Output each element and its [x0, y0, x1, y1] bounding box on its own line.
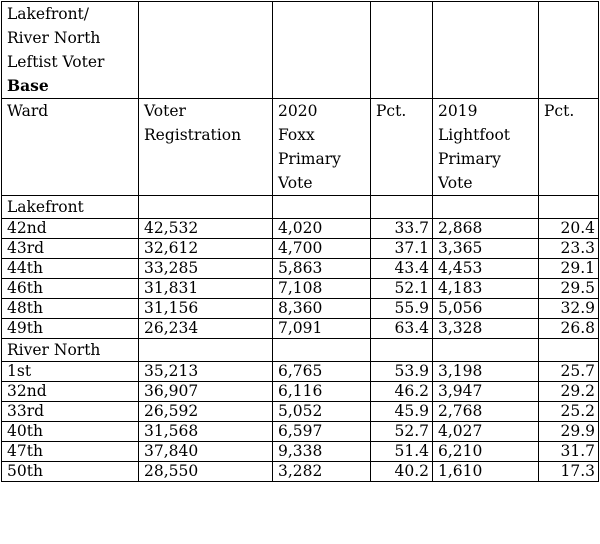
foxx-pct-cell: 45.9 — [371, 402, 433, 422]
empty-cell — [273, 339, 371, 362]
title-bold-text: Base — [7, 76, 49, 95]
registration-cell: 36,907 — [139, 382, 273, 402]
lightfoot-vote-cell: 3,198 — [433, 362, 539, 382]
foxx-pct-cell: 55.9 — [371, 299, 433, 319]
foxx-pct-cell: 52.1 — [371, 279, 433, 299]
table-row — [2, 259, 599, 279]
header-line: Registration — [144, 126, 242, 144]
foxx-vote-cell: 9,338 — [273, 442, 371, 462]
header-line: Vote — [438, 174, 473, 192]
empty-cell — [139, 196, 273, 219]
ward-cell: 32nd — [2, 382, 139, 402]
foxx-vote-cell: 4,020 — [273, 219, 371, 239]
lightfoot-pct-cell: 29.1 — [539, 259, 599, 279]
ward-cell: 1st — [2, 362, 139, 382]
foxx-vote-cell: 6,116 — [273, 382, 371, 402]
foxx-pct-cell: 46.2 — [371, 382, 433, 402]
registration-cell: 33,285 — [139, 259, 273, 279]
lightfoot-pct-cell: 17.3 — [539, 462, 599, 482]
header-lightfoot-vote — [433, 99, 539, 196]
registration-cell: 32,612 — [139, 239, 273, 259]
foxx-vote-cell: 3,282 — [273, 462, 371, 482]
registration-cell: 31,568 — [139, 422, 273, 442]
header-ward: Ward — [2, 99, 139, 196]
table-row — [2, 299, 599, 319]
header-foxx-pct: Pct. — [371, 99, 433, 196]
ward-cell: 33rd — [2, 402, 139, 422]
ward-cell: 49th — [2, 319, 139, 339]
lightfoot-pct-cell: 20.4 — [539, 219, 599, 239]
header-line: Foxx — [278, 126, 315, 144]
foxx-pct-cell: 40.2 — [371, 462, 433, 482]
table-row — [2, 382, 599, 402]
foxx-vote-cell: 6,597 — [273, 422, 371, 442]
table-row — [2, 462, 599, 482]
foxx-vote-cell: 7,091 — [273, 319, 371, 339]
ward-cell: 44th — [2, 259, 139, 279]
empty-cell — [371, 2, 433, 99]
ward-cell: 40th — [2, 422, 139, 442]
lightfoot-vote-cell: 4,453 — [433, 259, 539, 279]
ward-vote-table — [1, 1, 599, 482]
section-label: Lakefront — [2, 196, 139, 219]
foxx-vote-cell: 6,765 — [273, 362, 371, 382]
section-row — [2, 196, 599, 219]
header-line: 2020 — [278, 102, 318, 120]
title-line-bold — [7, 74, 135, 98]
table-row — [2, 362, 599, 382]
foxx-pct-cell: 33.7 — [371, 219, 433, 239]
empty-cell — [371, 196, 433, 219]
foxx-pct-cell: 37.1 — [371, 239, 433, 259]
foxx-vote-cell: 8,360 — [273, 299, 371, 319]
registration-cell: 26,592 — [139, 402, 273, 422]
lightfoot-vote-cell: 3,365 — [433, 239, 539, 259]
foxx-vote-cell: 5,863 — [273, 259, 371, 279]
lightfoot-vote-cell: 4,027 — [433, 422, 539, 442]
header-line: Lightfoot — [438, 126, 511, 144]
empty-cell — [539, 2, 599, 99]
lightfoot-vote-cell: 6,210 — [433, 442, 539, 462]
lightfoot-pct-cell: 29.2 — [539, 382, 599, 402]
empty-cell — [433, 339, 539, 362]
lightfoot-vote-cell: 4,183 — [433, 279, 539, 299]
header-row — [2, 99, 599, 196]
header-line: Vote — [278, 174, 313, 192]
section-label: River North — [2, 339, 139, 362]
foxx-vote-cell: 7,108 — [273, 279, 371, 299]
foxx-vote-cell: 5,052 — [273, 402, 371, 422]
header-line: Primary — [278, 150, 341, 168]
title-row — [2, 2, 599, 99]
table-row — [2, 319, 599, 339]
lightfoot-vote-cell: 2,868 — [433, 219, 539, 239]
lightfoot-pct-cell: 32.9 — [539, 299, 599, 319]
header-lightfoot-pct: Pct. — [539, 99, 599, 196]
empty-cell — [371, 339, 433, 362]
foxx-vote-cell: 4,700 — [273, 239, 371, 259]
lightfoot-pct-cell: 29.5 — [539, 279, 599, 299]
header-voter-registration — [139, 99, 273, 196]
foxx-pct-cell: 63.4 — [371, 319, 433, 339]
table-title — [2, 2, 139, 99]
table-row — [2, 442, 599, 462]
section-row — [2, 339, 599, 362]
empty-cell — [273, 2, 371, 99]
registration-cell: 42,532 — [139, 219, 273, 239]
empty-cell — [433, 2, 539, 99]
foxx-pct-cell: 43.4 — [371, 259, 433, 279]
empty-cell — [139, 2, 273, 99]
lightfoot-pct-cell: 23.3 — [539, 239, 599, 259]
lightfoot-vote-cell: 3,328 — [433, 319, 539, 339]
ward-cell: 50th — [2, 462, 139, 482]
title-line: River North — [7, 29, 101, 47]
lightfoot-pct-cell: 31.7 — [539, 442, 599, 462]
ward-cell: 42nd — [2, 219, 139, 239]
table-row — [2, 402, 599, 422]
header-line: Primary — [438, 150, 501, 168]
registration-cell: 28,550 — [139, 462, 273, 482]
table-row — [2, 422, 599, 442]
registration-cell: 31,831 — [139, 279, 273, 299]
title-line: Lakefront/ — [7, 5, 90, 23]
registration-cell: 26,234 — [139, 319, 273, 339]
lightfoot-pct-cell: 29.9 — [539, 422, 599, 442]
lightfoot-pct-cell: 26.8 — [539, 319, 599, 339]
table-row — [2, 279, 599, 299]
empty-cell — [539, 339, 599, 362]
empty-cell — [273, 196, 371, 219]
header-line: Voter — [144, 102, 186, 120]
ward-cell: 48th — [2, 299, 139, 319]
lightfoot-vote-cell: 3,947 — [433, 382, 539, 402]
ward-cell: 47th — [2, 442, 139, 462]
lightfoot-pct-cell: 25.2 — [539, 402, 599, 422]
foxx-pct-cell: 53.9 — [371, 362, 433, 382]
lightfoot-vote-cell: 5,056 — [433, 299, 539, 319]
foxx-pct-cell: 51.4 — [371, 442, 433, 462]
table-row — [2, 219, 599, 239]
empty-cell — [433, 196, 539, 219]
table-row — [2, 239, 599, 259]
title-line: Leftist Voter — [7, 53, 105, 71]
empty-cell — [139, 339, 273, 362]
registration-cell: 31,156 — [139, 299, 273, 319]
header-foxx-vote — [273, 99, 371, 196]
ward-cell: 46th — [2, 279, 139, 299]
header-line: 2019 — [438, 102, 478, 120]
foxx-pct-cell: 52.7 — [371, 422, 433, 442]
lightfoot-vote-cell: 1,610 — [433, 462, 539, 482]
ward-cell: 43rd — [2, 239, 139, 259]
registration-cell: 37,840 — [139, 442, 273, 462]
registration-cell: 35,213 — [139, 362, 273, 382]
empty-cell — [539, 196, 599, 219]
lightfoot-vote-cell: 2,768 — [433, 402, 539, 422]
lightfoot-pct-cell: 25.7 — [539, 362, 599, 382]
